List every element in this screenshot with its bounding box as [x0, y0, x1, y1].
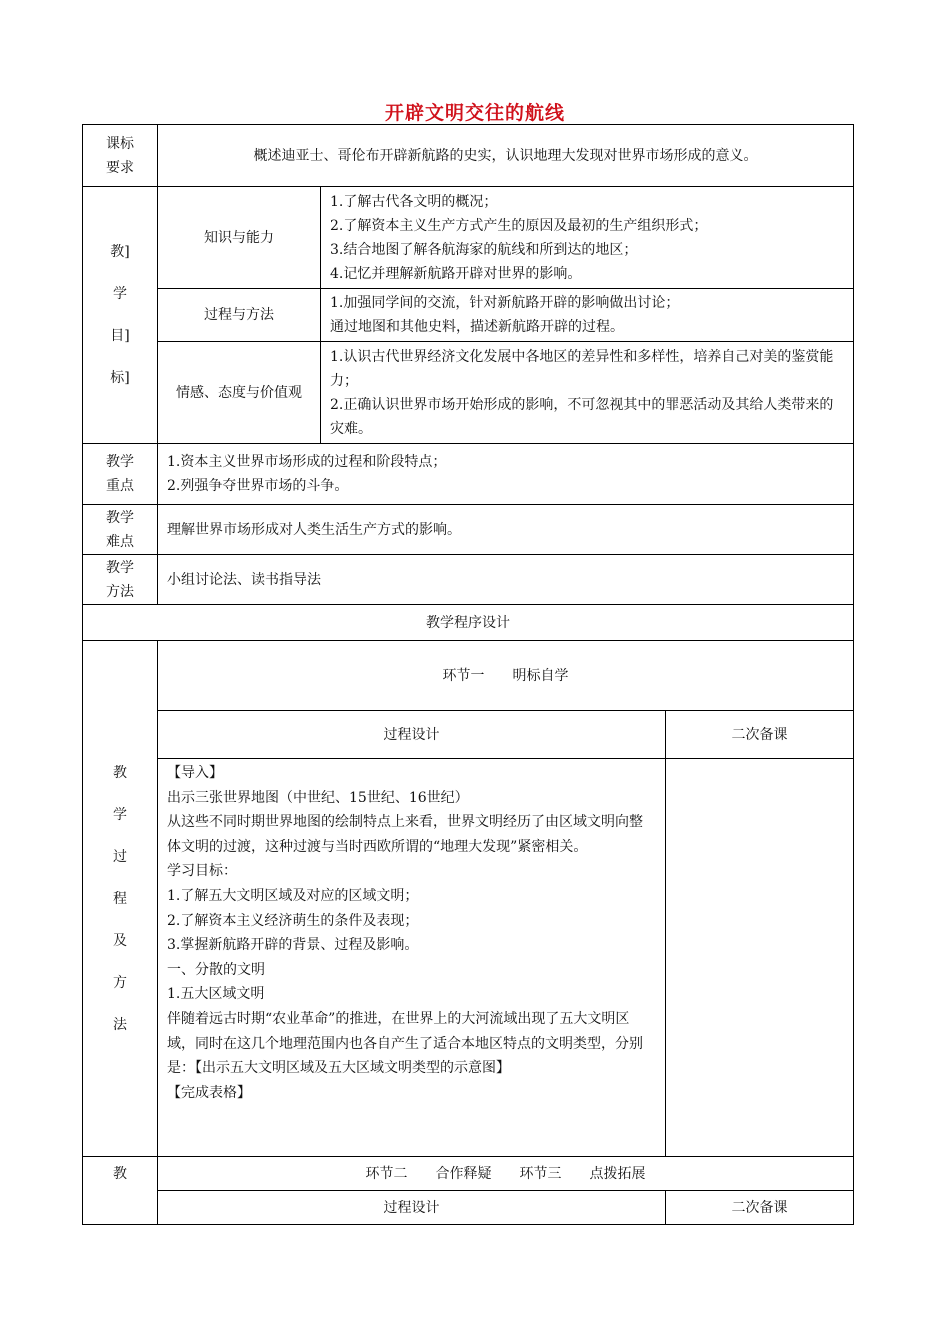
standards-text: 概述迪亚士、哥伦布开辟新航路的史实，认识地理大发现对世界市场形成的意义。 — [158, 125, 854, 187]
label-char: 法 — [113, 1016, 127, 1033]
objectives-knowledge-row — [83, 187, 854, 289]
label-char: 及 — [113, 932, 127, 949]
label-line: 教学 — [106, 559, 134, 576]
label-char: 方 — [113, 974, 127, 991]
list-item: 2.了解资本主义生产方式产生的原因及最初的生产组织形式； — [330, 217, 708, 234]
methods-text: 小组讨论法、读书指导法 — [158, 555, 854, 605]
label-char: 学 — [113, 286, 127, 302]
design-header-2: 过程设计 — [158, 1191, 666, 1225]
difficulties-row — [83, 505, 854, 555]
label-line: 教学 — [106, 509, 134, 526]
label-line: 难点 — [106, 533, 134, 550]
content-line: 【导入】 — [167, 765, 223, 781]
program-header: 教学程序设计 — [83, 605, 854, 641]
process-section-label — [83, 641, 158, 1157]
standards-row — [83, 125, 854, 187]
process-label: 过程与方法 — [158, 289, 321, 342]
methods-row — [83, 555, 854, 605]
content-line: 3.掌握新航路开辟的背景、过程及影响。 — [167, 937, 419, 954]
prep-notes-cell — [666, 759, 854, 1157]
lesson-plan-table — [82, 124, 854, 1225]
difficulties-label — [83, 505, 158, 555]
label-line: 方法 — [106, 583, 134, 600]
list-item: 4.记忆并理解新航路开辟对世界的影响。 — [330, 265, 582, 282]
objectives-label — [83, 187, 158, 444]
content-line: 出示三张世界地图（中世纪、15世纪、16世纪） — [167, 789, 469, 806]
difficulties-text: 理解世界市场形成对人类生活生产方式的影响。 — [158, 505, 854, 555]
content-line: 一、分散的文明 — [167, 961, 265, 978]
label-line: 要求 — [106, 159, 134, 176]
prep-header: 二次备课 — [666, 711, 854, 759]
design-header-row — [83, 711, 854, 759]
list-item: 1.认识古代世界经济文化发展中各地区的差异性和多样性，培养自己对美的鉴赏能力； — [330, 348, 834, 389]
label-char: 教 — [113, 764, 127, 781]
page-title: 开辟文明交往的航线 — [384, 102, 565, 124]
standards-label — [83, 125, 158, 187]
label-char: 教] — [110, 244, 130, 260]
objectives-process-row — [83, 289, 854, 342]
content-line: 1.五大区域文明 — [167, 986, 265, 1003]
stage2-row — [83, 1157, 854, 1191]
list-item: 2.正确认识世界市场开始形成的影响，不可忽视其中的罪恶活动及其给人类带来的灾难。 — [330, 396, 834, 437]
label-char: 标] — [110, 370, 130, 386]
content-paragraph: 从这些不同时期世界地图的绘制特点上来看，世界文明经历了由区域文明向整体文明的过渡，这种过渡与当时西欧所谓的“地理大发现”紧密相关。 — [167, 814, 643, 855]
content-line: 2.了解资本主义经济萌生的条件及表现； — [167, 912, 419, 929]
stage1-title: 环节一 明标自学 — [158, 641, 854, 711]
emotion-label: 情感、态度与价值观 — [158, 342, 321, 444]
content-line: 【完成表格】 — [167, 1084, 251, 1101]
stage2-title: 环节二 合作释疑 环节三 点拨拓展 — [158, 1157, 854, 1191]
prep-header-2: 二次备课 — [666, 1191, 854, 1225]
design-header-row-2 — [83, 1191, 854, 1225]
process-content-row — [83, 759, 854, 1157]
stage1-row — [83, 641, 854, 711]
knowledge-items — [321, 187, 854, 289]
key-points-label — [83, 444, 158, 505]
process-content — [158, 759, 666, 1157]
emotion-items — [321, 342, 854, 444]
list-item: 3.结合地图了解各航海家的航线和所到达的地区； — [330, 241, 638, 258]
label-line: 重点 — [106, 478, 134, 494]
label-char: 目] — [110, 328, 130, 344]
content-line: 学习目标： — [167, 863, 237, 880]
label-char: 学 — [113, 806, 127, 823]
label-line: 教学 — [106, 454, 134, 470]
methods-label — [83, 555, 158, 605]
label-char: 过 — [113, 848, 127, 865]
list-item: 1.资本主义世界市场形成的过程和阶段特点； — [167, 454, 447, 470]
content-paragraph: 伴随着远古时期“农业革命”的推进，在世界上的大河流域出现了五大文明区域，同时在这几个地理范围内也各自产生了适合本地区特点的文明类型，分别是：【出示五大文明区域及五大区域文明类型的示意图】 — [167, 1010, 643, 1077]
objectives-emotion-row — [83, 342, 854, 444]
process-items — [321, 289, 854, 342]
section2-label: 教 — [83, 1157, 158, 1225]
list-item: 1.加强同学间的交流，针对新航路开辟的影响做出讨论； — [330, 295, 680, 311]
knowledge-label: 知识与能力 — [158, 187, 321, 289]
label-char: 程 — [113, 890, 127, 907]
label-line: 课标 — [106, 135, 134, 152]
program-header-row — [83, 605, 854, 641]
list-item: 通过地图和其他史料，描述新航路开辟的过程。 — [330, 319, 624, 335]
key-points-row — [83, 444, 854, 505]
list-item: 1.了解古代各文明的概况； — [330, 193, 498, 210]
content-line: 1.了解五大文明区域及对应的区域文明； — [167, 887, 419, 904]
key-points-items — [158, 444, 854, 505]
design-header: 过程设计 — [158, 711, 666, 759]
list-item: 2.列强争夺世界市场的斗争。 — [167, 478, 349, 494]
